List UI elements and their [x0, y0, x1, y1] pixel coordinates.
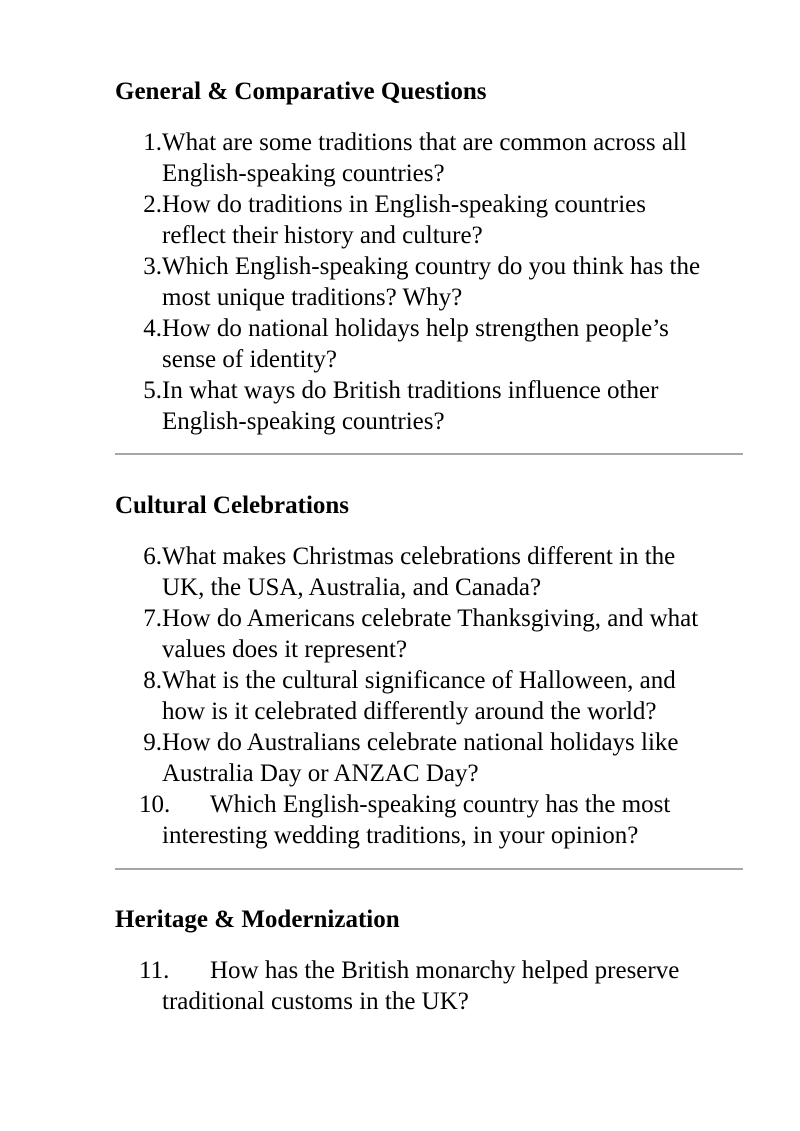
list-item [115, 665, 743, 727]
question-number: 9. [143, 729, 162, 756]
question-text: How do Americans celebrate Thanksgiving, and what [162, 605, 699, 632]
list-item [115, 727, 743, 789]
list-item [115, 375, 743, 437]
question-number: 5. [143, 377, 162, 404]
section-title: Heritage & Modernization [115, 906, 400, 933]
list-item [115, 789, 743, 851]
question-text: How has the British monarchy helped preserve [210, 957, 680, 984]
section-title: Cultural Celebrations [115, 492, 350, 519]
question-list [115, 955, 743, 1017]
list-item [115, 541, 743, 603]
section-general-comparative [115, 77, 743, 107]
question-text: What makes Christmas celebrations different in the [162, 543, 676, 570]
question-number: 2. [143, 191, 162, 218]
question-text-cont: most unique traditions? Why? [162, 284, 463, 311]
list-item [115, 127, 743, 189]
question-text-cont: how is it celebrated differently around the world? [162, 698, 657, 725]
question-text: In what ways do British traditions influence other [162, 377, 659, 404]
question-text: Which English-speaking country has the most [210, 791, 671, 818]
question-text-cont: traditional customs in the UK? [162, 988, 469, 1015]
question-text: Which English-speaking country do you think has the [162, 253, 701, 280]
question-text: What are some traditions that are common across all [162, 129, 687, 156]
section-heritage-modernization [115, 905, 743, 935]
question-number: 11. [139, 957, 170, 984]
question-text-cont: English-speaking countries? [162, 160, 445, 187]
question-text-cont: English-speaking countries? [162, 408, 445, 435]
list-item [115, 189, 743, 251]
question-text: How do national holidays help strengthen people’s [162, 315, 669, 342]
question-text-cont: reflect their history and culture? [162, 222, 483, 249]
question-text: How do traditions in English-speaking countries [162, 191, 646, 218]
question-text: What is the cultural significance of Halloween, and [162, 667, 676, 694]
question-text-cont: interesting wedding traditions, in your opinion? [162, 822, 639, 849]
question-list [115, 127, 743, 437]
section-divider [115, 868, 743, 870]
question-number: 4. [143, 315, 162, 342]
section-title: General & Comparative Questions [115, 78, 487, 105]
question-list [115, 541, 743, 851]
list-item [115, 955, 743, 1017]
question-number: 10. [139, 791, 171, 818]
section-divider [115, 453, 743, 455]
list-item [115, 313, 743, 375]
question-text-cont: UK, the USA, Australia, and Canada? [162, 574, 542, 601]
question-text: How do Australians celebrate national holidays like [162, 729, 679, 756]
question-number: 3. [143, 253, 162, 280]
question-text-cont: Australia Day or ANZAC Day? [162, 760, 479, 787]
section-cultural-celebrations [115, 491, 743, 521]
question-number: 6. [143, 543, 162, 570]
question-text-cont: values does it represent? [162, 636, 408, 663]
question-text-cont: sense of identity? [162, 346, 337, 373]
question-number: 8. [143, 667, 162, 694]
list-item [115, 603, 743, 665]
list-item [115, 251, 743, 313]
question-number: 7. [143, 605, 162, 632]
question-number: 1. [143, 129, 162, 156]
